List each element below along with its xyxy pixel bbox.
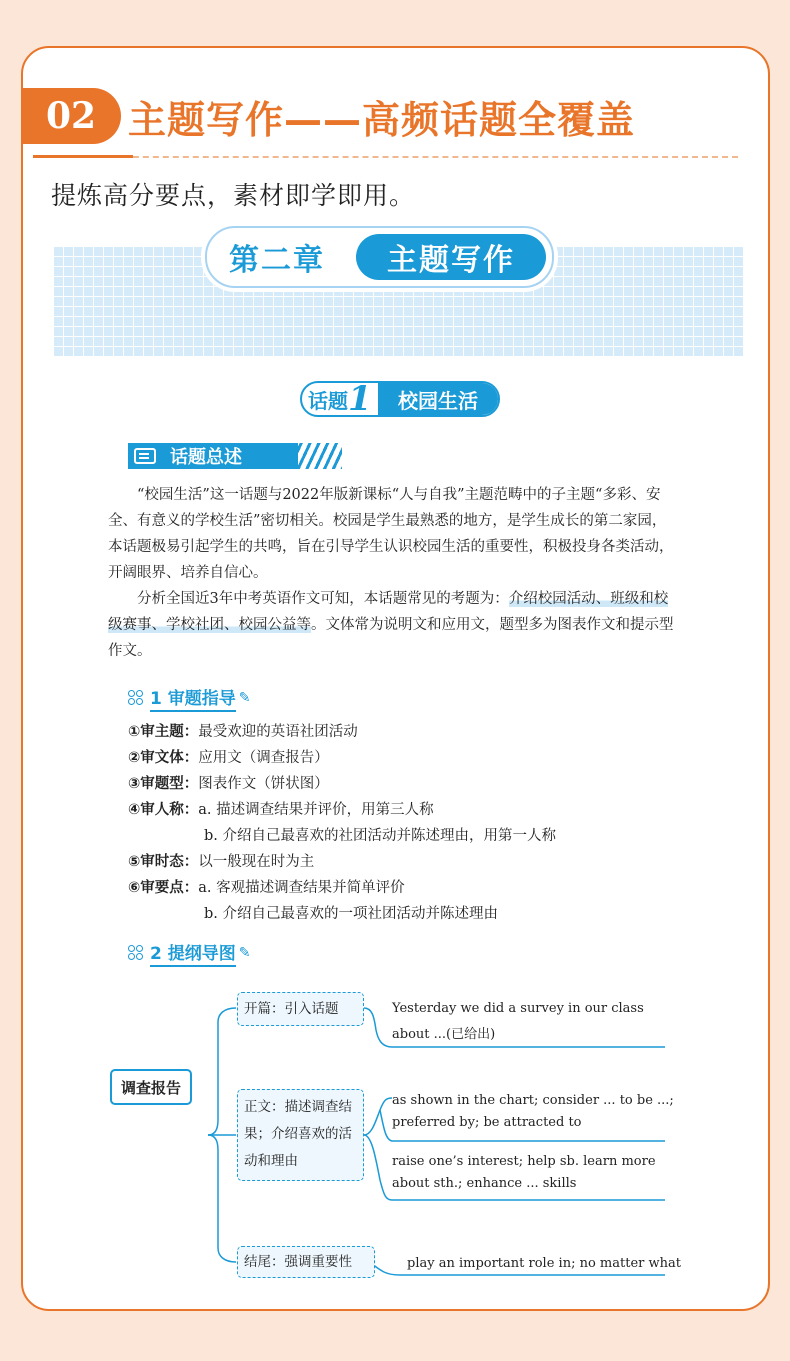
section-2-title: 2 提纲导图 xyxy=(150,939,236,967)
phrase-body-1b: preferred by; be attracted to xyxy=(392,1115,582,1130)
topic-number: 1 xyxy=(348,379,372,419)
topic-label: 话题 xyxy=(308,388,348,413)
topic-name: 校园生活 xyxy=(378,383,498,415)
mind-map-node-opening: 开篇：引入话题 xyxy=(237,992,364,1026)
section-1-title: 1 审题指导 xyxy=(150,684,236,712)
mind-map-node-ending: 结尾：强调重要性 xyxy=(237,1246,375,1278)
item-text: 应用文（调查报告） xyxy=(198,750,329,766)
connector-ending xyxy=(208,1135,236,1262)
item-label: ②审文体： xyxy=(128,750,199,766)
section-number-badge: 02 xyxy=(21,88,121,144)
paragraph-2-start: 分析全国近3年中考英语作文可知，本话题常见的考题为： xyxy=(137,591,509,607)
item-label: ④审人称： xyxy=(128,802,199,818)
item-text: b. 介绍自己最喜欢的社团活动并陈述理由，用第一人称 xyxy=(204,828,556,844)
phrase-ending: play an important role in; no matter what xyxy=(407,1256,681,1271)
overview-paragraph-1: “校园生活”这一话题与2022年版新课标“人与自我”主题范畴中的子主题“多彩、安全、有意义的学校生活”密切相关。校园是学生最熟悉的地方，是学生成长的第二家园，本话题极易引起学生的共鸣，旨在引导学生认识校园生活的重要性，积极投身各类活动，开阔眼界、培养自信心。 xyxy=(108,487,674,581)
page-title: 主题写作——高频话题全覆盖 xyxy=(128,97,636,142)
branch-body-top xyxy=(364,1098,392,1135)
item-text: 最受欢迎的英语社团活动 xyxy=(198,724,358,740)
item-text: a. 描述调查结果并评价，用第三人称 xyxy=(198,802,434,818)
highlighted-topics: 介绍校园活动、班级和校级赛事、学校社团、校园公益等 xyxy=(108,591,669,633)
phrase-opening-2: about ...(已给出) xyxy=(392,1027,496,1042)
pencil-icon: ✎ xyxy=(238,690,251,706)
phrase-body-1a: as shown in the chart; consider ... to be ...; xyxy=(392,1093,674,1108)
item-text: 以一般现在时为主 xyxy=(198,854,315,870)
item-text: b. 介绍自己最喜欢的一项社团活动并陈述理由 xyxy=(204,906,498,922)
phrase-opening-1: Yesterday we did a survey in our class xyxy=(392,1001,644,1016)
item-text: a. 客观描述调查结果并简单评价 xyxy=(198,880,405,896)
mind-map-node-body: 正文：描述调查结果；介绍喜欢的活动和理由 xyxy=(237,1089,364,1181)
paragraph-2-end: 。文体常为说明文和应用文，题型多为图表作文和提示型作文。 xyxy=(108,617,674,659)
connector-opening xyxy=(208,1008,236,1135)
overview-heading-label: 话题总述 xyxy=(170,447,242,468)
mind-map-root: 调查报告 xyxy=(110,1069,192,1105)
chapter-name: 主题写作 xyxy=(356,234,546,280)
chapter-number: 第二章 xyxy=(229,243,325,278)
phrase-body-2a: raise one’s interest; help sb. learn more xyxy=(392,1154,656,1169)
item-label: ①审主题： xyxy=(128,724,199,740)
pencil-icon: ✎ xyxy=(238,945,251,961)
page-subtitle: 提炼高分要点，素材即学即用。 xyxy=(51,181,416,210)
item-text: 图表作文（饼状图） xyxy=(198,776,329,792)
item-label: ⑤审时态： xyxy=(128,854,199,870)
item-label: ③审题型： xyxy=(128,776,199,792)
item-label: ⑥审要点： xyxy=(128,880,199,896)
phrase-body-2b: about sth.; enhance ... skills xyxy=(392,1176,577,1191)
